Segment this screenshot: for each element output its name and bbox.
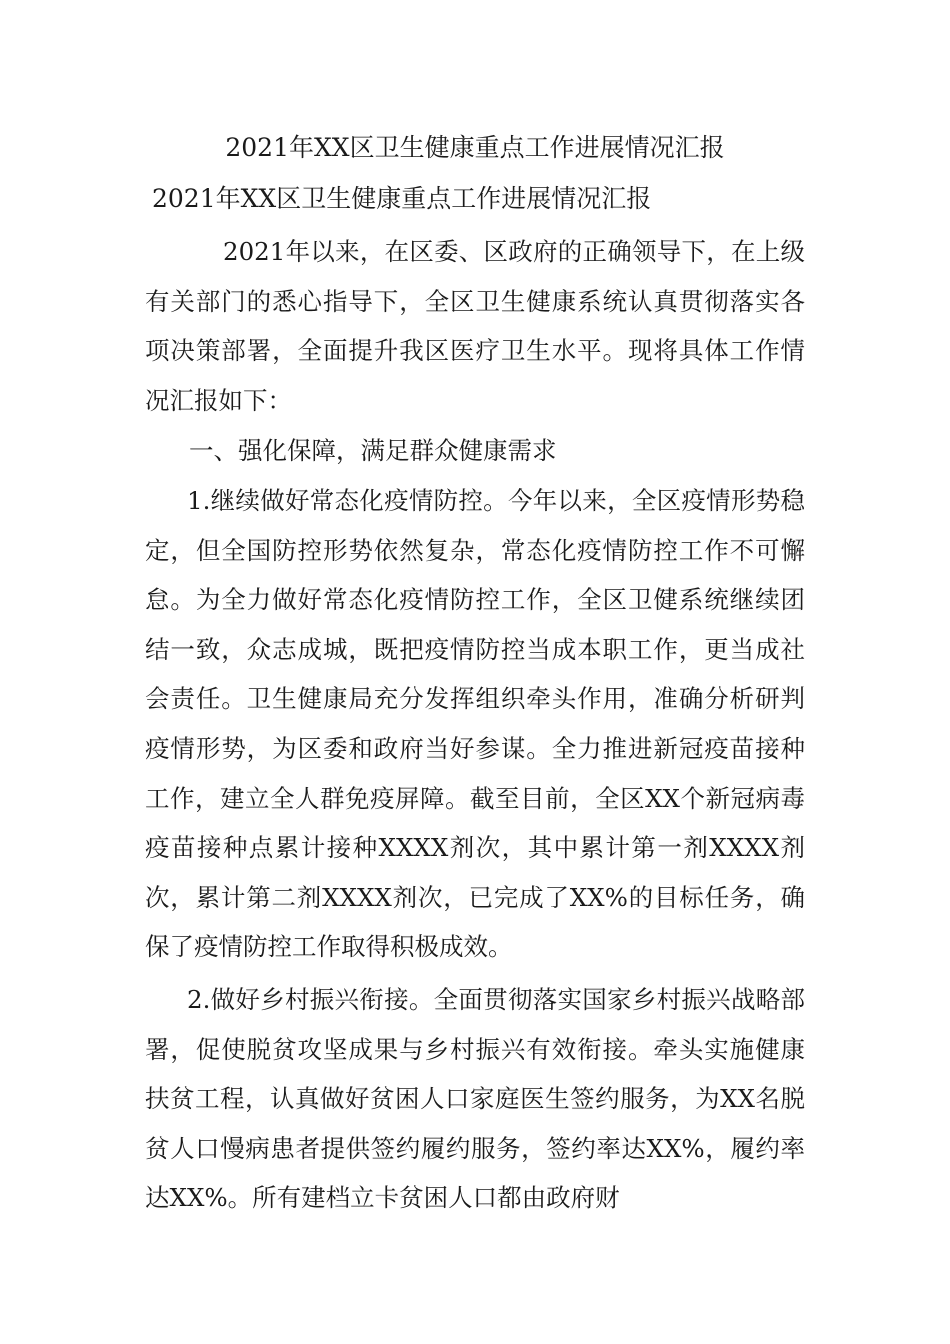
paragraph-item-2: 2.做好乡村振兴衔接。全面贯彻落实国家乡村振兴战略部署，促使脱贫攻坚成果与乡村振兴有效衔接。牵头实施健康扶贫工程，认真做好贫困人口家庭医生签约服务，为XX名脱贫人口慢病患者提供签约履约服务，签约率达XX%，履约率达XX%。所有建档立卡贫困人口都由政府财: [145, 985, 805, 1213]
document-title: 2021年XX区卫生健康重点工作进展情况汇报: [225, 133, 725, 162]
document-subtitle: 2021年XX区卫生健康重点工作进展情况汇报: [152, 184, 652, 213]
paragraph-item-1: 1.继续做好常态化疫情防控。今年以来，全区疫情形势稳定，但全国防控形势依然复杂，常态化疫情防控工作不可懈怠。为全力做好常态化疫情防控工作，全区卫健系统继续团结一致，众志成城，既把疫情防控当成本职工作，更当成社会责任。卫生健康局充分发挥组织牵头作用，准确分析研判疫情形势，为区委和政府当好参谋。全力推进新冠疫苗接种工作，建立全人群免疫屏障。截至目前，全区XX个新冠病毒疫苗接种点累计接种XXXX剂次，其中累计第一剂XXXX剂次，累计第二剂XXXX剂次，已完成了XX%的目标任务，确保了疫情防控工作取得积极成效。: [145, 486, 805, 962]
section-heading: 一、强化保障，满足群众健康需求: [189, 436, 557, 465]
intro-paragraph: 2021年以来，在区委、区政府的正确领导下，在上级有关部门的悉心指导下，全区卫生健康系统认真贯彻落实各项决策部署，全面提升我区医疗卫生水平。现将具体工作情况汇报如下：: [145, 237, 805, 415]
